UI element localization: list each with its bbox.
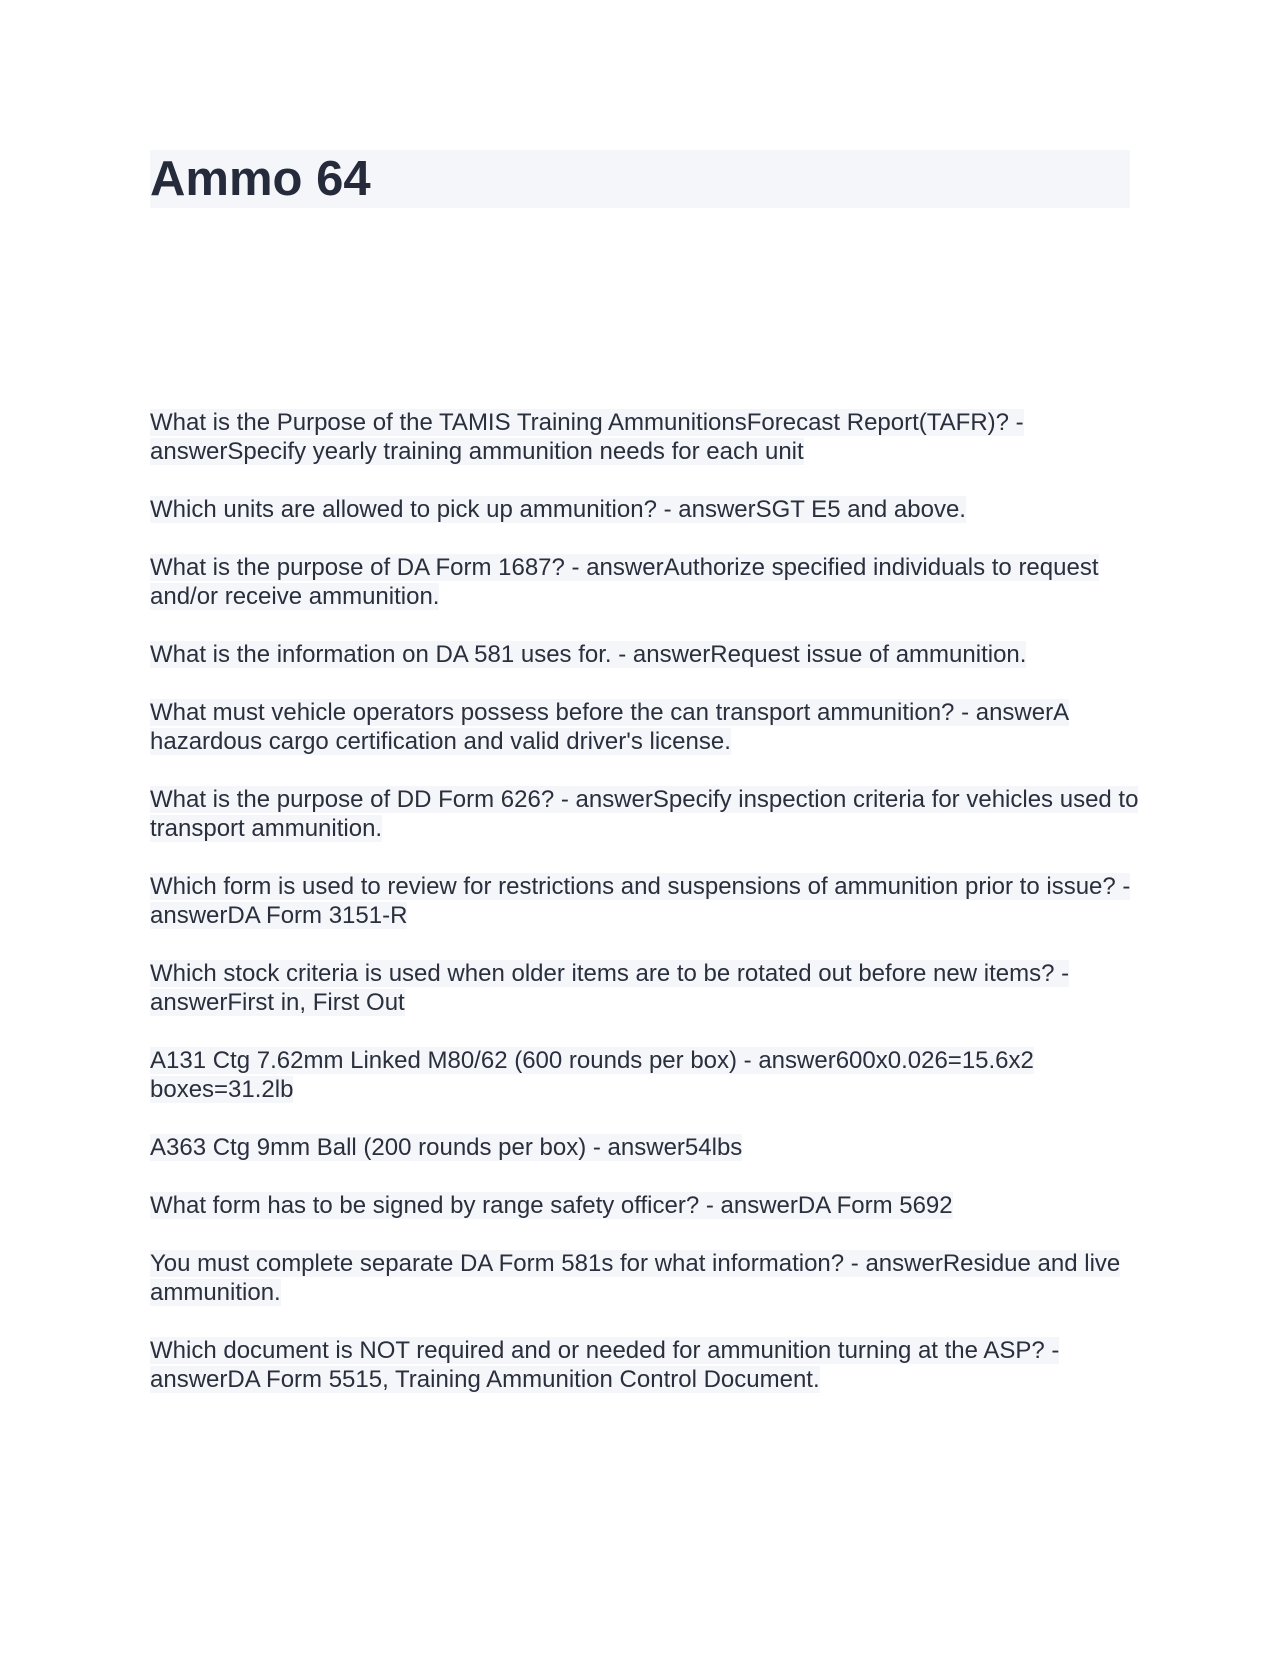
qa-text: What is the information on DA 581 uses for. - answerRequest issue of ammunition. (150, 641, 1027, 668)
qa-item-4 (150, 640, 1140, 669)
qa-item-12 (150, 1249, 1140, 1307)
qa-item-6 (150, 785, 1140, 843)
qa-text: What is the purpose of DA Form 1687? - answerAuthorize specified individuals to request and/or receive ammunition. (150, 554, 1099, 610)
qa-item-2 (150, 495, 1140, 524)
qa-item-7 (150, 872, 1140, 930)
qa-item-1 (150, 408, 1140, 466)
qa-item-3 (150, 553, 1140, 611)
qa-text: Which form is used to review for restrictions and suspensions of ammunition prior to issue? - answerDA Form 3151-R (150, 873, 1131, 929)
qa-text: What must vehicle operators possess before the can transport ammunition? - answerA hazardous cargo certification and valid driver's license. (150, 699, 1070, 755)
qa-item-9 (150, 1046, 1140, 1104)
qa-text: You must complete separate DA Form 581s for what information? - answerResidue and live ammunition. (150, 1250, 1121, 1306)
qa-text: What is the purpose of DD Form 626? - answerSpecify inspection criteria for vehicles used to transport ammunition. (150, 786, 1139, 842)
page-title: Ammo 64 (150, 152, 371, 206)
qa-item-11 (150, 1191, 1140, 1220)
qa-text: What form has to be signed by range safety officer? - answerDA Form 5692 (150, 1192, 953, 1219)
qa-item-5 (150, 698, 1140, 756)
qa-text: What is the Purpose of the TAMIS Training AmmunitionsForecast Report(TAFR)? - answerSpecify yearly training ammunition needs for each unit (150, 409, 1024, 465)
document-page (150, 150, 1139, 1393)
qa-text: Which stock criteria is used when older items are to be rotated out before new items? - answerFirst in, First Out (150, 960, 1070, 1016)
qa-text: Which document is NOT required and or needed for ammunition turning at the ASP? - answerDA Form 5515, Training Ammunition Control Document. (150, 1337, 1060, 1393)
qa-item-8 (150, 959, 1140, 1017)
qa-text: Which units are allowed to pick up ammunition? - answerSGT E5 and above. (150, 496, 966, 523)
qa-list (150, 408, 1140, 1423)
qa-text: A131 Ctg 7.62mm Linked M80/62 (600 rounds per box) - answer600x0.026=15.6x2 boxes=31.2lb (150, 1047, 1034, 1103)
qa-text: A363 Ctg 9mm Ball (200 rounds per box) - answer54lbs (150, 1134, 743, 1161)
qa-item-13 (150, 1336, 1140, 1394)
qa-item-10 (150, 1133, 1140, 1162)
title-bar (150, 150, 1130, 208)
